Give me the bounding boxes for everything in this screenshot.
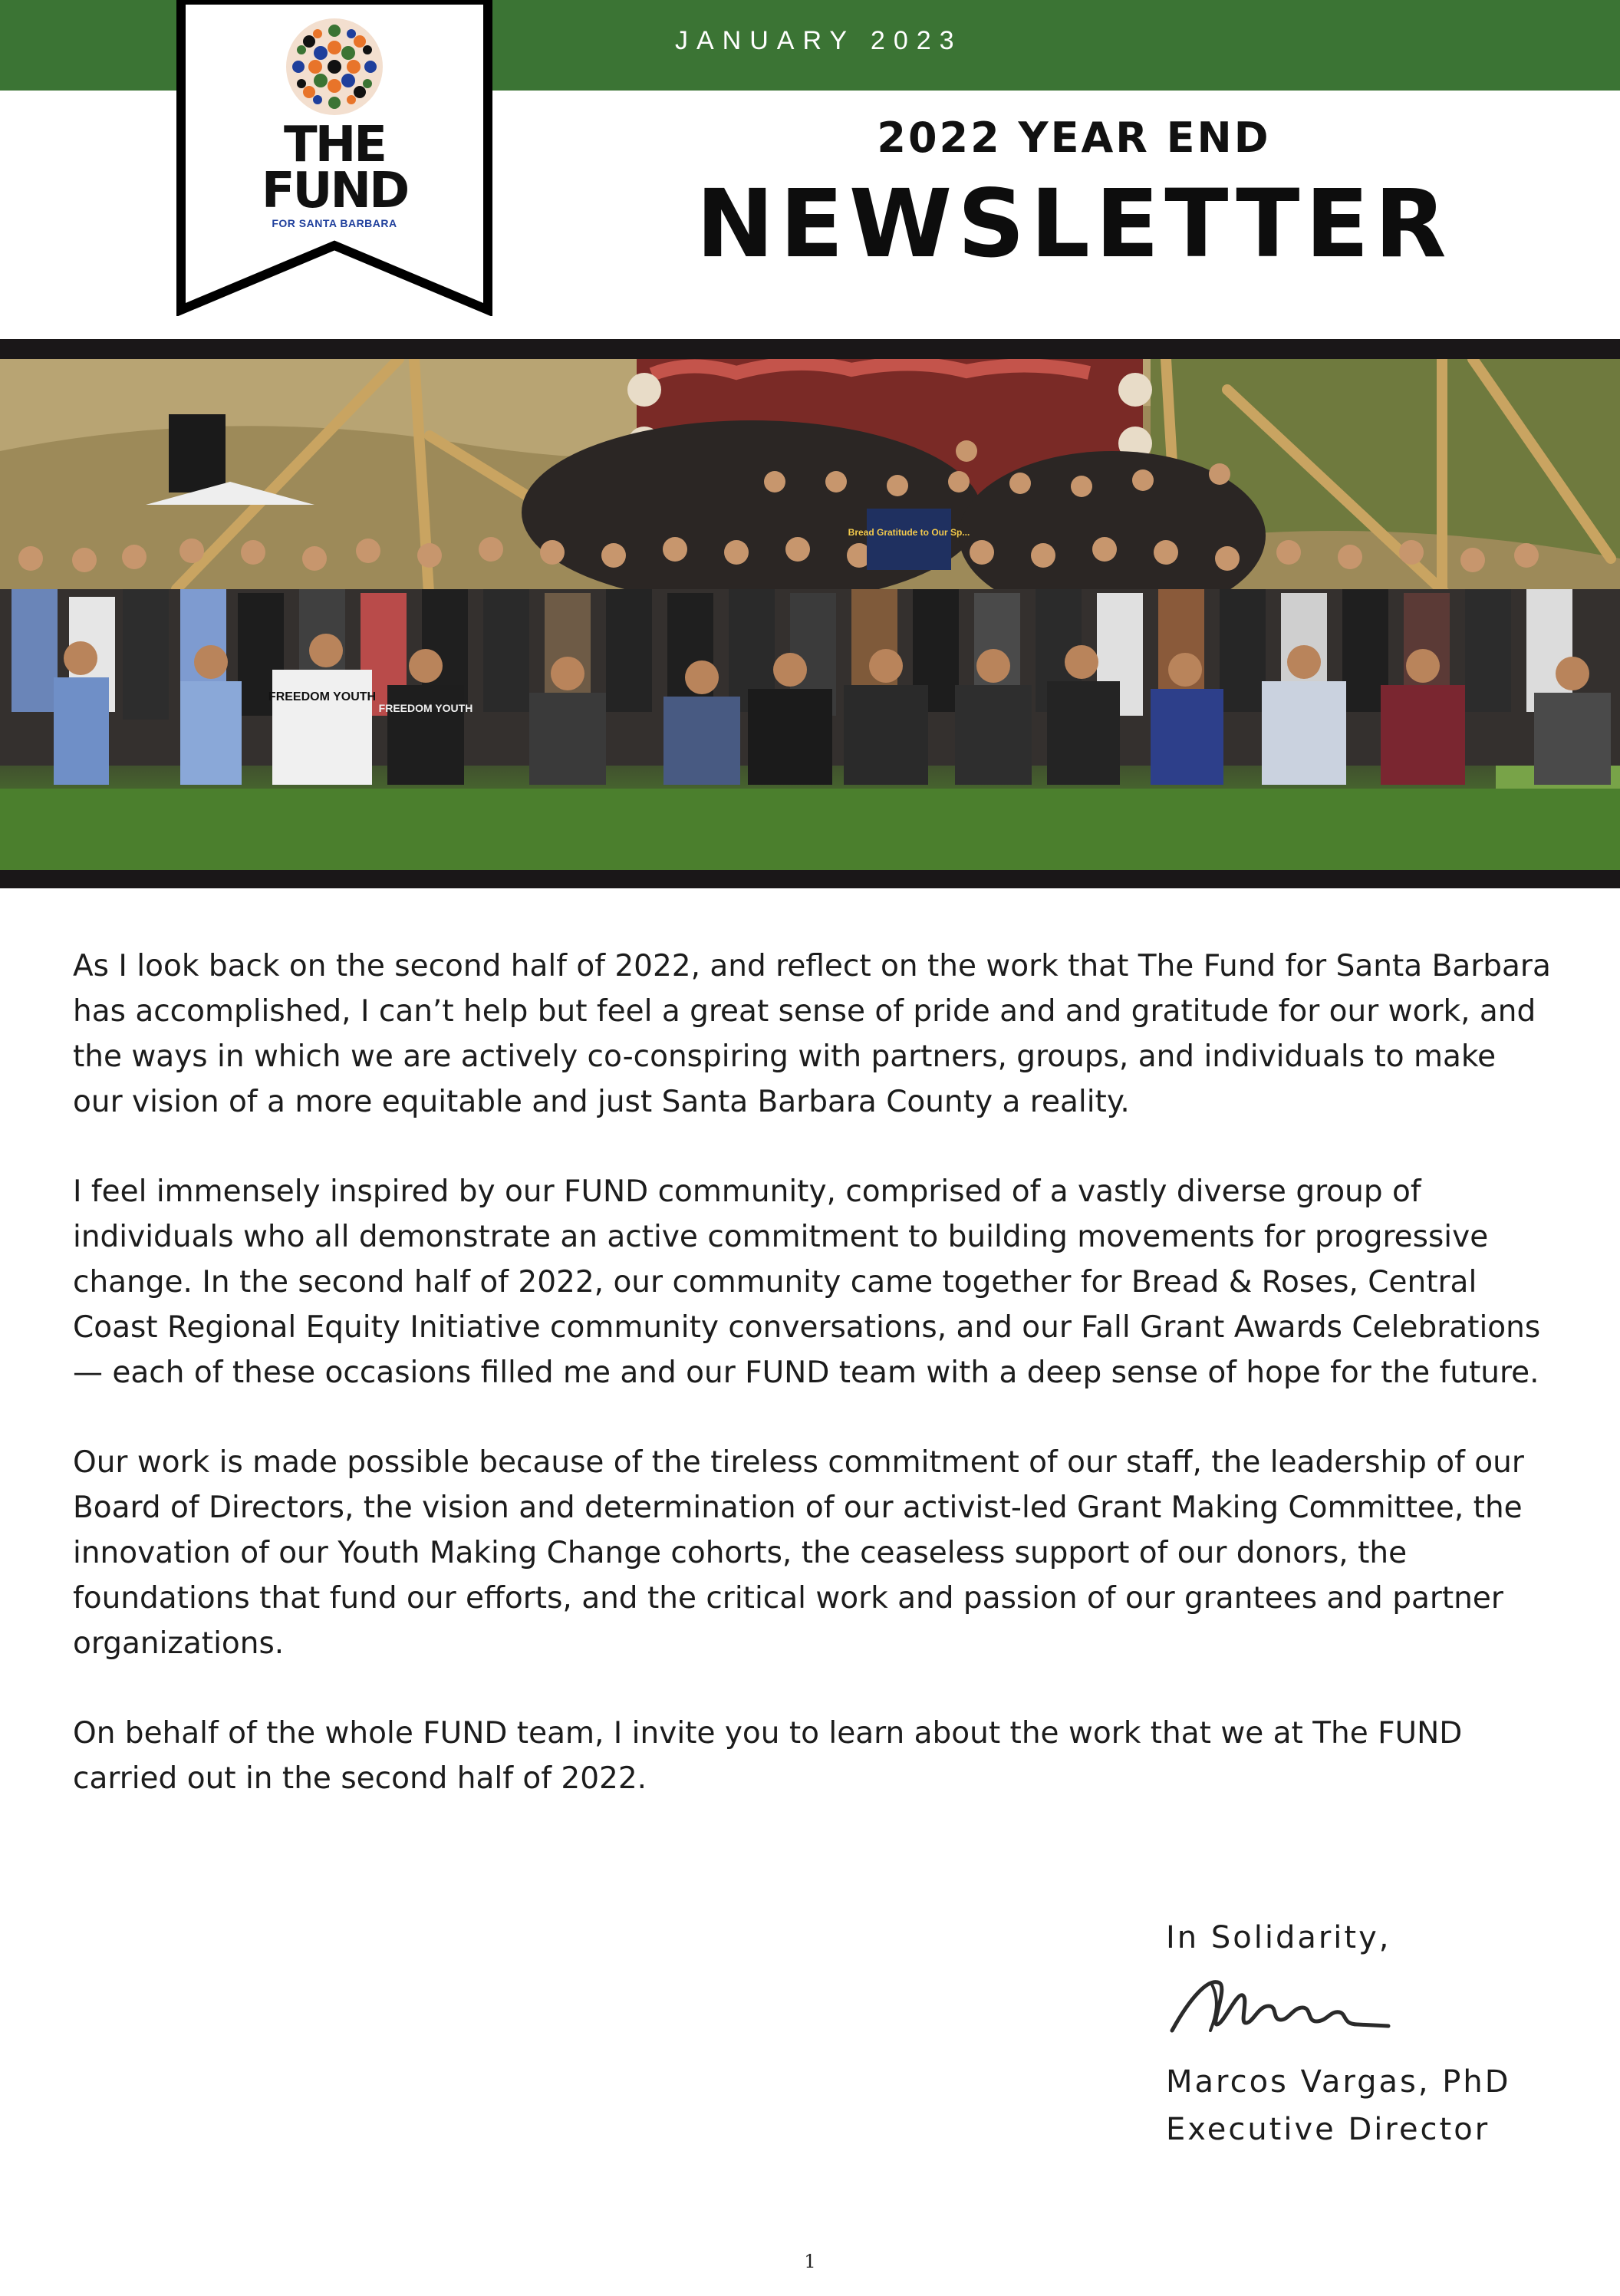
issue-date: JANUARY 2023 xyxy=(675,26,963,55)
signer-block xyxy=(1166,2058,1511,2153)
letter-paragraph: As I look back on the second half of 2022, and reflect on the work that The Fund for Santa Barbara has accomplished, I can’t help but feel a great sense of pride and and gratitude for our work, and the ways in which we are actively co-conspiring with partners, groups, and individuals to make our vision of a more equitable and just Santa Barbara County a reality. xyxy=(73,949,1551,1119)
letter-paragraph: I feel immensely inspired by our FUND community, comprised of a vastly diverse group of individuals who all demonstrate an active commitment to building movements for progressive change. In the second half of 2022, our community came together for Bread & Roses, Central Coast Regional Equity Initiative community conversations, and our Fall Grant Awards Celebrations — each of these occasions filled me and our FUND team with a deep sense of hope for the future. xyxy=(73,1174,1541,1390)
logo-text-the: THE xyxy=(284,117,385,173)
logo-banner xyxy=(176,0,492,316)
signer-name: Marcos Vargas, PhD xyxy=(1166,2064,1511,2100)
group-photo xyxy=(0,359,1620,870)
page-number: 1 xyxy=(804,2251,816,2272)
logo-tagline: FOR SANTA BARBARA xyxy=(272,217,397,229)
shirt-text-2: FREEDOM YOUTH xyxy=(378,702,473,714)
shirt-text-1: FREEDOM YOUTH xyxy=(268,690,377,703)
signature-image xyxy=(1166,1969,1396,2043)
letter-paragraph: On behalf of the whole FUND team, I invite you to learn about the work that we at The FUND carried out in the second half of 2022. xyxy=(73,1716,1463,1796)
signer-title: Executive Director xyxy=(1166,2112,1490,2147)
stage-sign-text: Bread Gratitude to Our Sp... xyxy=(848,527,970,538)
group-photo-illustration xyxy=(0,359,1620,870)
newsletter-title: NEWSLETTER xyxy=(696,170,1452,278)
logo-text-fund: FUND xyxy=(261,163,408,219)
newsletter-subtitle: 2022 YEAR END xyxy=(877,114,1271,162)
letter-paragraph: Our work is made possible because of the tireless commitment of our staff, the leadership of our Board of Directors, the vision and determination of our activist-led Grant Making Committee, the innovation of our Youth Making Change cohorts, the ceaseless support of our donors, the foundations that fund our efforts, and the critical work and passion of our grantees and partner organizations. xyxy=(73,1445,1524,1661)
letter-closing: In Solidarity, xyxy=(1166,1920,1391,1955)
fund-logo-emblem xyxy=(285,17,384,117)
letter-body xyxy=(73,944,1553,1846)
photo-frame xyxy=(0,339,1620,888)
